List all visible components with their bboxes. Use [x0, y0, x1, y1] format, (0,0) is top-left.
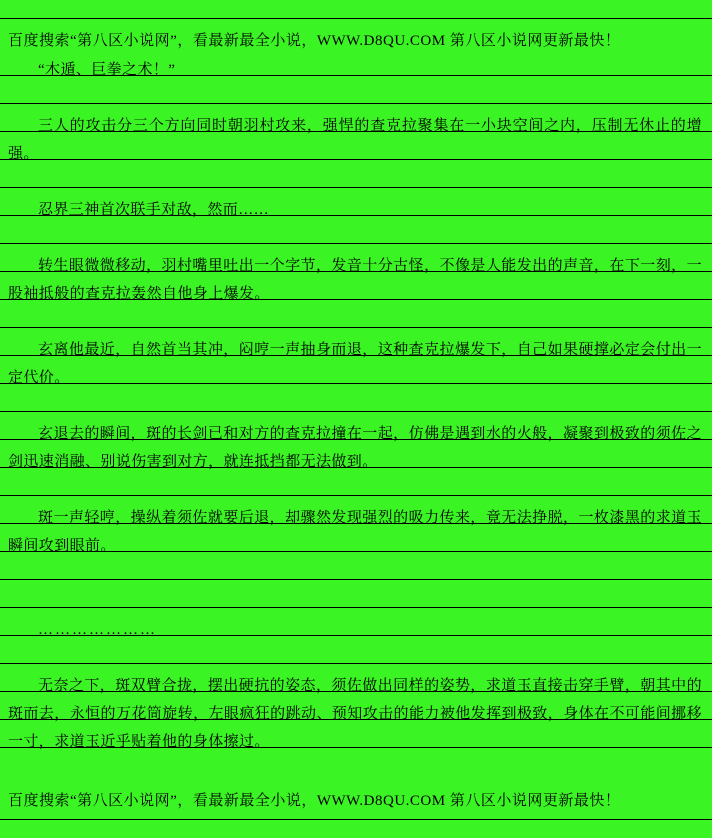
paragraph: 忍界三神首次联手对敌，然而……: [38, 202, 270, 218]
paragraph: 玄退去的瞬间，斑的长剑已和对方的查克拉撞在一起，仿佛是遇到水的火般，凝聚到极致的须佐之剑迅速消融、别说伤害到对方，就连抵挡都无法做到。: [8, 426, 702, 470]
paragraph: 转生眼微微移动，羽村嘴里吐出一个字节，发音十分古怪，不像是人能发出的声音，在下一刻，一股袖抵般的查克拉轰然自他身上爆发。: [8, 258, 702, 302]
paragraph-spacer: [8, 560, 702, 588]
novel-text-body: [0, 56, 712, 776]
paragraph-spacer: [8, 308, 702, 336]
paragraph-spacer: [8, 392, 702, 420]
paragraph-spacer: [8, 84, 702, 112]
paragraph: “木遁、巨拳之术！”: [38, 62, 176, 78]
paragraph-spacer: [8, 476, 702, 504]
paragraph-spacer: [8, 588, 702, 616]
paragraph: 玄离他最近，自然首当其冲，闷哼一声抽身而退，这种查克拉爆发下，自己如果硬撑必定会付出一定代价。: [8, 342, 702, 386]
top-divider: [0, 18, 712, 19]
paragraph-spacer: [8, 644, 702, 672]
paragraph: 无奈之下，斑双臂合拢，摆出硬抗的姿态，须佐做出同样的姿势，求道玉直接击穿手臂，朝其中的斑而去，永恒的万花筒旋转，左眼疯狂的跳动、预知攻击的能力被他发挥到极致，身体在不可能间挪移一寸，求道玉近乎贴着他的身体擦过。: [8, 678, 702, 750]
bottom-divider: [0, 819, 712, 820]
site-banner-bottom: 百度搜索“第八区小说网”，看最新最全小说，WWW.D8QU.COM 第八区小说网更新最快！: [8, 793, 621, 809]
paragraph-spacer: [8, 168, 702, 196]
site-banner-top: 百度搜索“第八区小说网”，看最新最全小说，WWW.D8QU.COM 第八区小说网更新最快！: [8, 33, 621, 49]
paragraph-spacer: [8, 224, 702, 252]
paragraph: 三人的攻击分三个方向同时朝羽村攻来，强悍的查克拉聚集在一小块空间之内，压制无休止的增强。: [8, 118, 702, 162]
paragraph-ellipsis: …………………: [38, 622, 157, 638]
paragraph: 斑一声轻哼，操纵着须佐就要后退，却骤然发现强烈的吸力传来，竟无法挣脱，一枚漆黑的求道玉瞬间攻到眼前。: [8, 510, 702, 554]
